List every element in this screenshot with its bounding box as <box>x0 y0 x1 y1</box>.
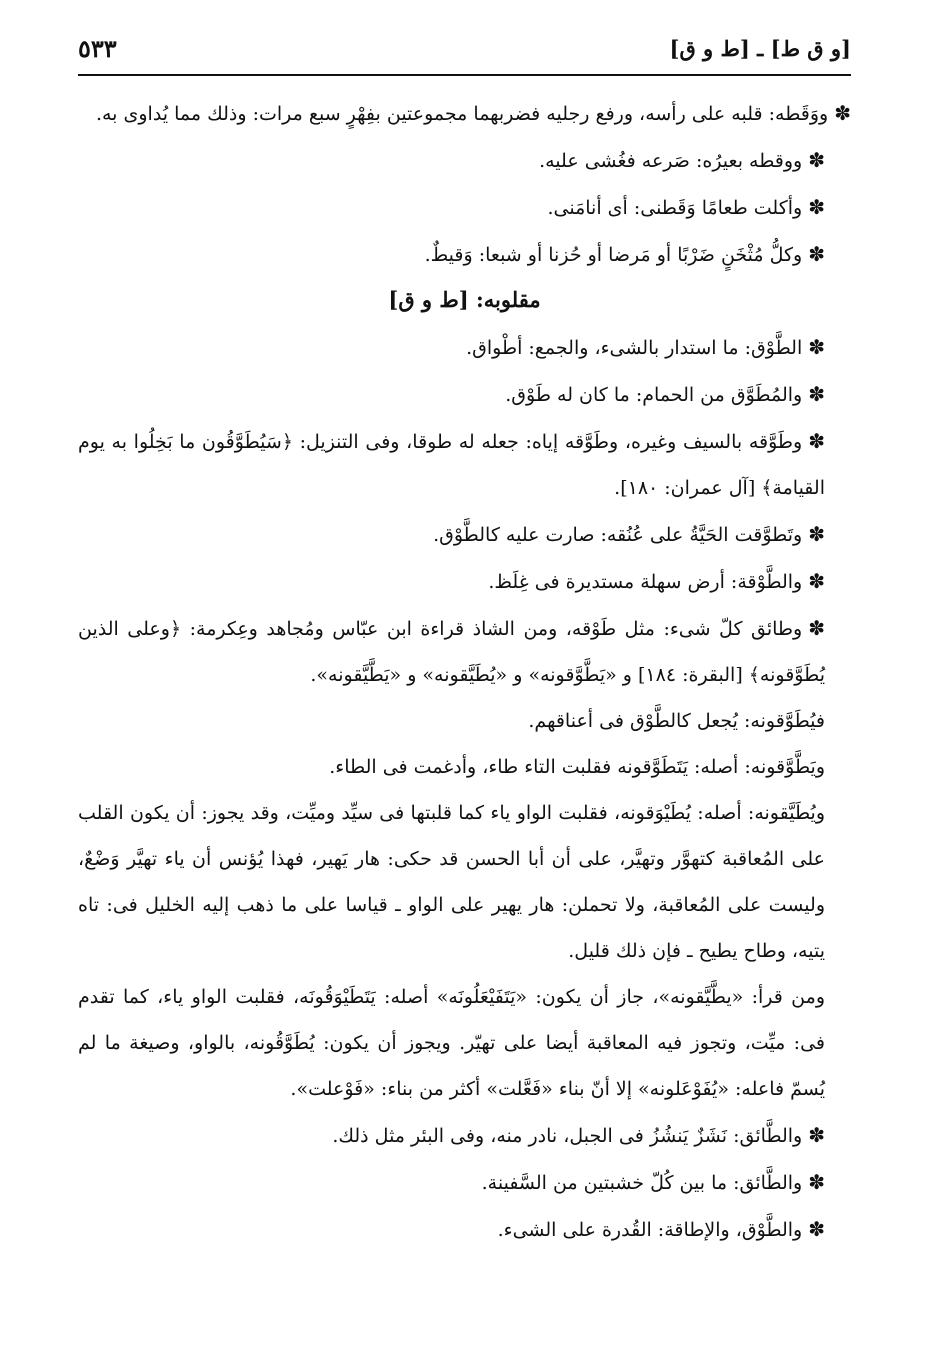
entry-text: وتَطوَّقت الحَيَّةُ على عُنُقه: صارت عليه كالطَّوْق. <box>433 524 803 546</box>
dictionary-entry <box>78 231 851 278</box>
entry-star-marker: ✽ <box>808 522 825 546</box>
entry-star-marker: ✽ <box>808 616 826 640</box>
section-title: مقلوبه: [ط و ق] <box>388 287 541 312</box>
dictionary-entry <box>78 790 851 974</box>
entry-text: الطَّوْق: ما استدار بالشىء، والجمع: أطْواق. <box>466 337 803 359</box>
root-range-heading: [و ق ط] ـ [ط و ق] <box>669 36 851 61</box>
entry-text: وطائق كلّ شىء: مثل طَوْقه، ومن الشاذ قراءة ابن عبّاس ومُجاهد وعِكرمة: ﴿وعلى الذين يُطَوَّقونه﴾ [البقرة: ١٨٤] و «يَطَّوَّقونه» و «يُطَيَّقونه» و «يَطَّيَّقونه». <box>78 618 825 686</box>
entry-text: وأكلت طعامًا وَقَطنى: أى أنامَنى. <box>547 197 803 219</box>
dictionary-entry <box>78 974 851 1112</box>
entry-star-marker: ✽ <box>808 195 825 219</box>
entry-text: وكلُّ مُثْخَنٍ ضَرْبًا أو مَرضا أو حُزنا أو شبعا: وَقيطٌ. <box>424 244 803 266</box>
dictionary-entry <box>78 371 851 418</box>
dictionary-entry <box>78 605 851 698</box>
dictionary-entry <box>78 137 851 184</box>
dictionary-entry <box>78 324 851 371</box>
dictionary-entry <box>78 1206 851 1253</box>
entry-star-marker: ✽ <box>808 148 825 172</box>
entry-text: ويَطَّوَّقونه: أصله: يَتَطَوَّقونه فقلبت التاء طاء، وأدغمت فى الطاء. <box>329 756 825 778</box>
entry-text: ووَقَطه: قلبه على رأسه، ورفع رجليه فضربهما مجموعتين بفِهْرٍ سبع مرات: وذلك مما يُداوى به. <box>95 103 829 125</box>
page-header <box>78 30 851 76</box>
entries-before-section <box>78 90 851 278</box>
entry-text: والطَّوْق، والإطاقة: القُدرة على الشىء. <box>497 1219 803 1241</box>
dictionary-entry <box>78 90 851 137</box>
dictionary-entry <box>78 744 851 790</box>
entry-star-marker: ✽ <box>834 101 851 125</box>
entry-text: فيُطَوَّقونه: يُجعل كالطَّوْق فى أعناقهم. <box>528 710 825 732</box>
page-number: ٥٣٣ <box>78 34 117 63</box>
dictionary-entry <box>78 511 851 558</box>
dictionary-entry <box>78 418 851 511</box>
entry-text: والطَّوْقة: أرض سهلة مستديرة فى غِلَظ. <box>488 571 803 593</box>
dictionary-entry <box>78 1112 851 1159</box>
entry-star-marker: ✽ <box>808 242 825 266</box>
entries-after-section <box>78 324 851 1253</box>
entry-text: والطَّائق: ما بين كُلّ خشبتين من السَّفينة. <box>481 1172 803 1194</box>
entry-star-marker: ✽ <box>808 1170 825 1194</box>
entry-star-marker: ✽ <box>808 569 825 593</box>
entry-text: والمُطَوَّق من الحمام: ما كان له طَوْق. <box>505 384 803 406</box>
entry-text: ويُطَيَّقونه: أصله: يُطَيْوَقونه، فقلبت الواو ياء كما قلبتها فى سيِّد وميِّت، وقد يجوز: أن يكون القلب على المُعاقبة كتهوَّر وتهيَّر، على أن أبا الحسن قد حكى: هار يَهير، فهذا يُؤنس أن ياء تهيَّر وَضْعٌ، وليست على المُعاقبة، ولا تحملن: هار يهير على الواو ـ قياسا على ما ذهب إليه الخليل فى: تاه يتيه، وطاح يطيح ـ فإن ذلك قليل. <box>78 802 825 962</box>
entry-text: والطَّائق: نَشَزٌ يَنشُزُ فى الجبل، نادر منه، وفى البئر مثل ذلك. <box>332 1125 803 1147</box>
dictionary-entry <box>78 558 851 605</box>
dictionary-entry <box>78 698 851 744</box>
entry-text: وطَوَّقه بالسيف وغيره، وطَوَّقه إياه: جعله له طوقا، وفى التنزيل: ﴿سَيُطَوَّقُون ما بَخِلُوا به يوم القيامة﴾ [آل عمران: ١٨٠]. <box>78 431 825 499</box>
entry-star-marker: ✽ <box>808 382 825 406</box>
entry-text: ومن قرأ: «يطَّيَّقونه»، جاز أن يكون: «يَتَفَيْعَلُونَه» أصله: يَتَطَيْوَقُونَه، فقلبت الواو ياء، كما تقدم فى: ميِّت، وتجوز فيه المعاقبة أيضا على تهيّر. ويجوز أن يكون: يُطَوَّقُونه، بالواو، وصيغة ما لم يُسمّ فاعله: «يُفَوْعَلونه» إلا أنّ بناء «فَعَّلت» أكثر من بناء: «فَوْعلت». <box>78 986 825 1100</box>
entry-star-marker: ✽ <box>808 1123 825 1147</box>
entry-star-marker: ✽ <box>808 335 825 359</box>
entry-star-marker: ✽ <box>808 429 825 453</box>
dictionary-entry <box>78 1159 851 1206</box>
entry-text: ووقطه بعيرُه: صَرعه فغُشى عليه. <box>539 150 803 172</box>
entry-star-marker: ✽ <box>808 1217 825 1241</box>
dictionary-entry <box>78 184 851 231</box>
page-body <box>78 90 851 1253</box>
